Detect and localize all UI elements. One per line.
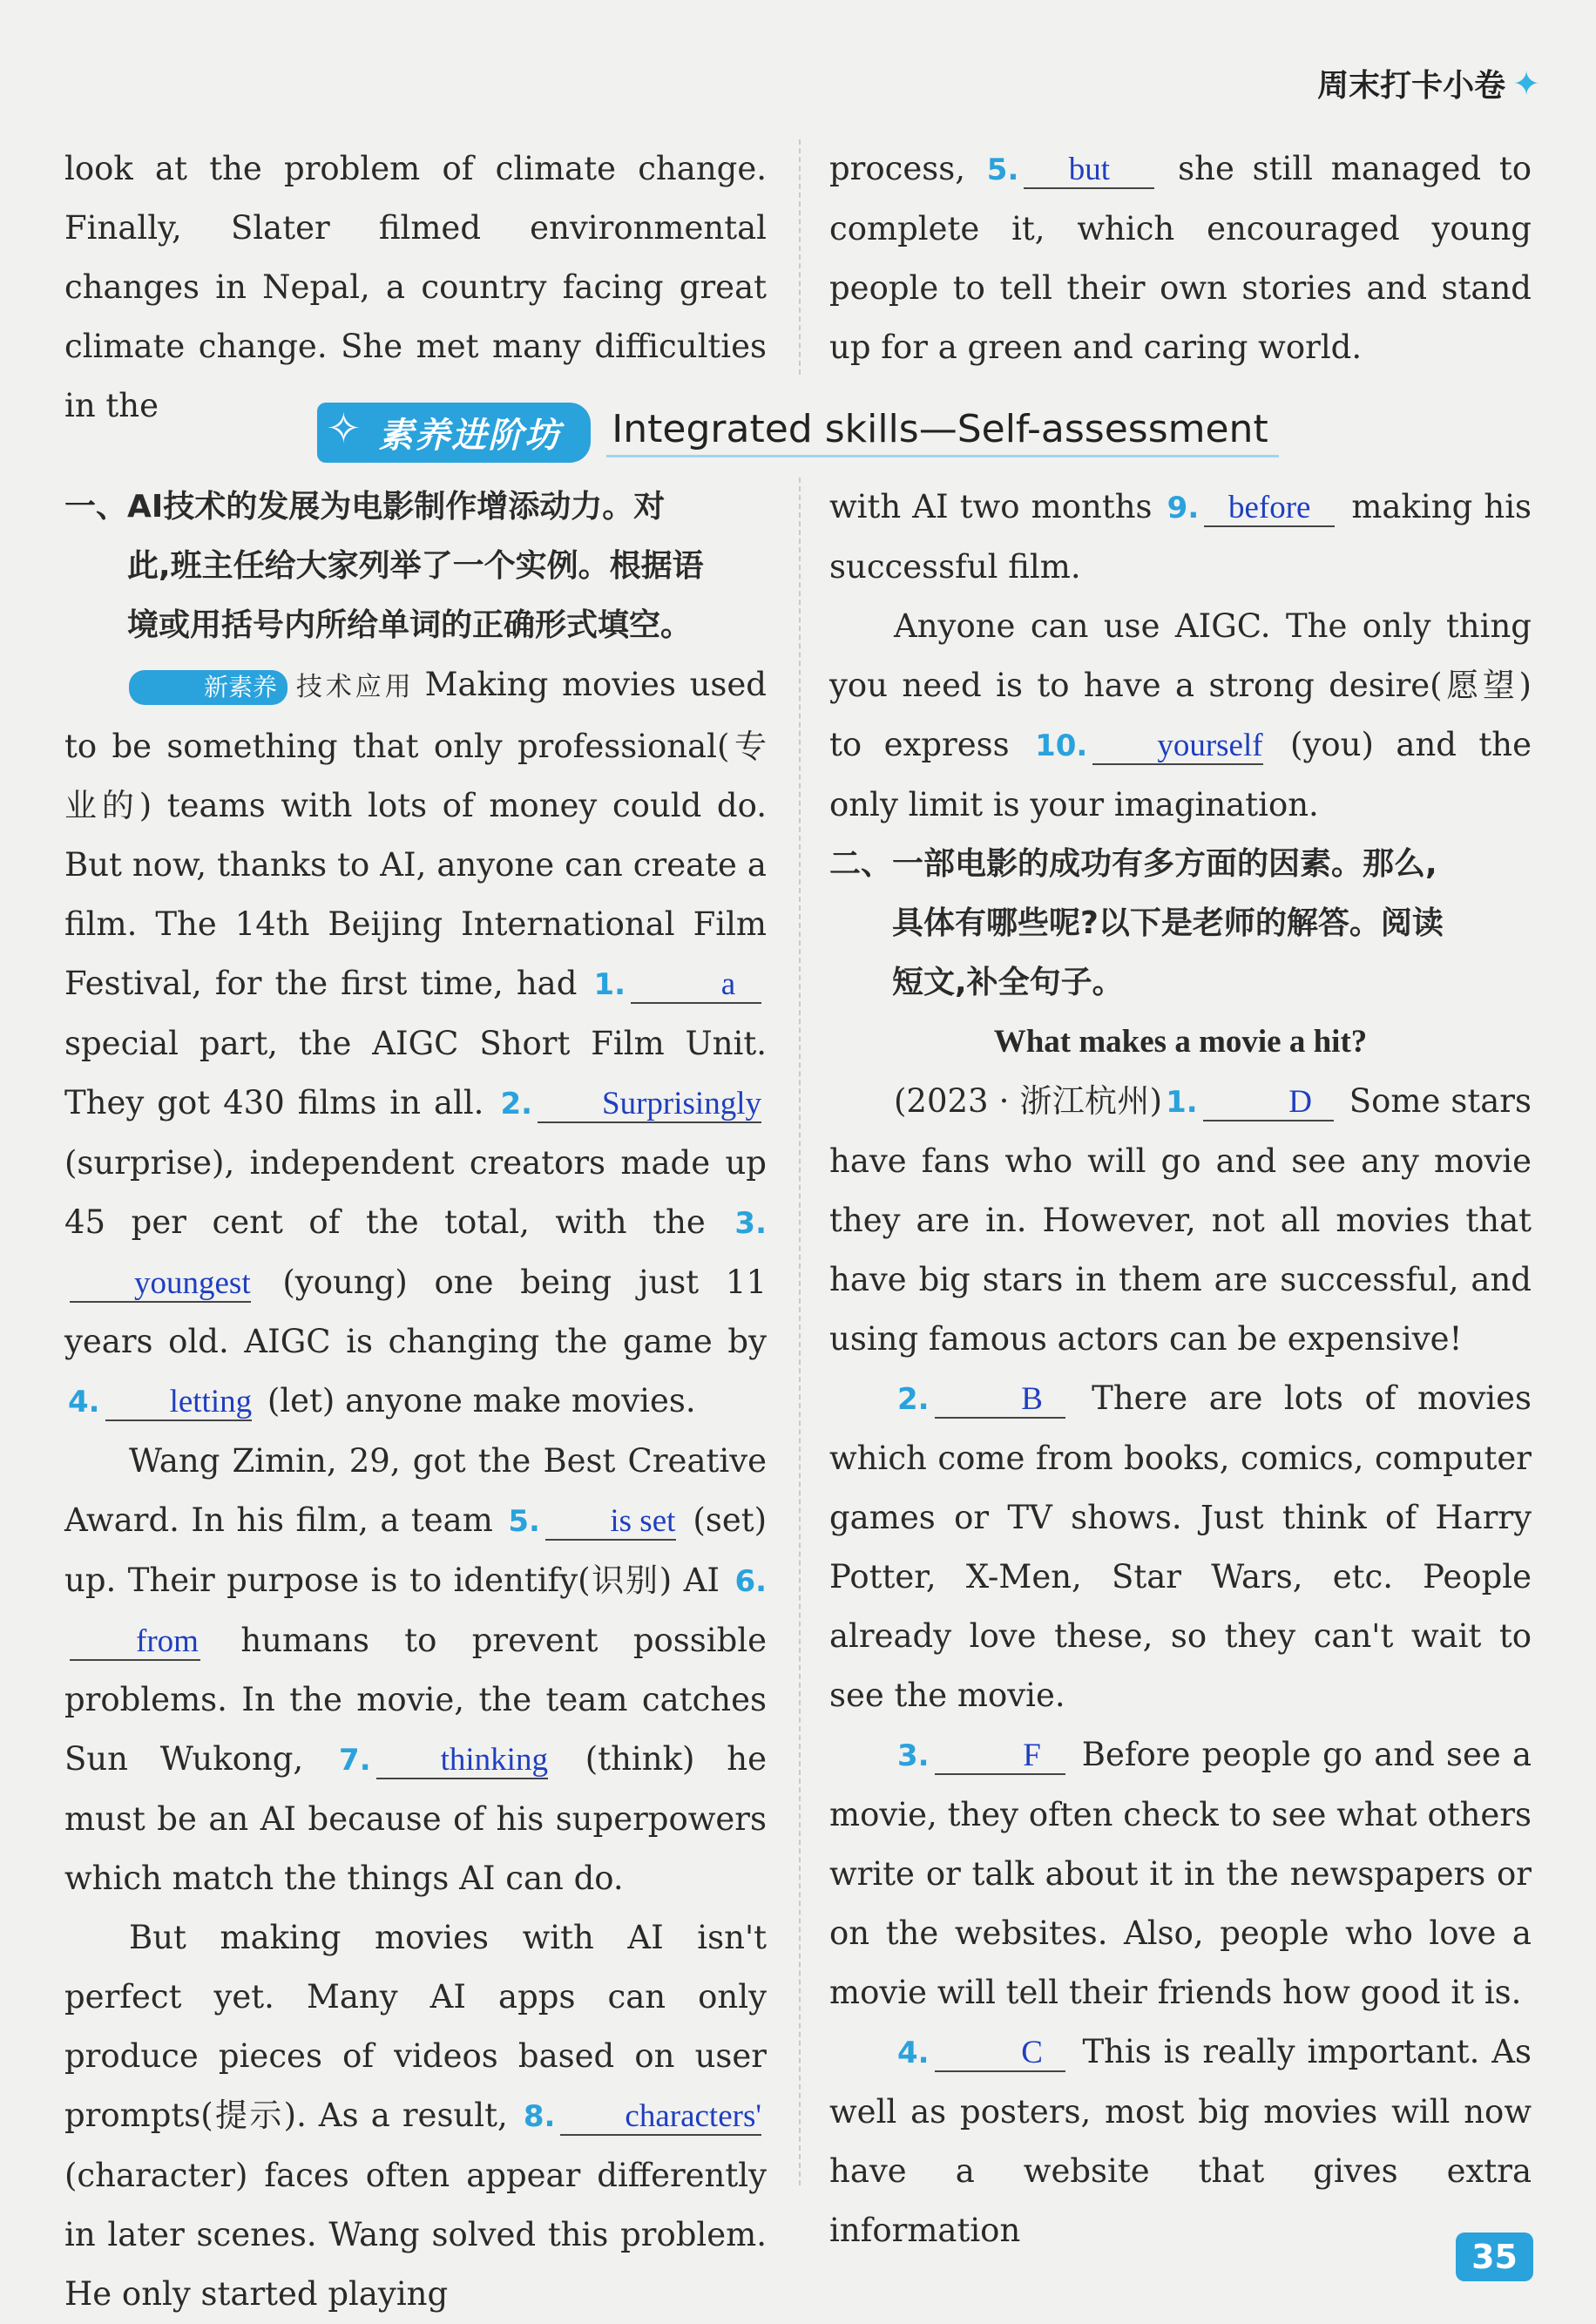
part1-paragraph-3: But making movies with AI isn't perfect yet. Many AI apps can only produce pieces of videos based on user prompts(提示). As a result, 8. characters' (character) faces often appear differently in later scenes. Wang solved this problem. He only started playing [64, 1919, 767, 2313]
section-title: Integrated skills—Self-assessment [606, 407, 1278, 457]
part2-paragraph-3: 3. F Before people go and see a movie, they often check to see what others write or talk about it in the newspapers or on the websites. Also, people who love a movie will tell their friends how good it is. [829, 1736, 1532, 2011]
part2-paragraph-2: 2. B There are lots of movies which come from books, comics, computer games or TV shows. Just think of Harry Potter, X-Men, Star Wars, etc. People already love these, so they can't wait to see the movie. [829, 1379, 1532, 1714]
left-column [64, 478, 767, 2324]
answer-blank-p2-3[interactable]: F [935, 1738, 1065, 1775]
part1-instruction: 一、AI技术的发展为电影制作增添动力。对 此,班主任给大家列举了一个实例。根据语 境或用括号内所给单词的正确形式填空。 [64, 489, 704, 643]
answer-blank-5[interactable]: is set [545, 1504, 676, 1541]
top-right-column [829, 139, 1532, 436]
top-left-column [64, 139, 767, 436]
answer-blank-1[interactable]: a [631, 967, 761, 1004]
answer-blank-8[interactable]: characters' [560, 2099, 761, 2136]
question-number: 5. [986, 152, 1019, 187]
section-header [0, 399, 1596, 465]
answer-blank-9[interactable]: before [1204, 491, 1335, 527]
top-left-text: look at the problem of climate change. Finally, Slater filmed environmental changes in Nepal, a country facing great climate change. She met many difficulties in the [64, 150, 767, 424]
right-column [829, 478, 1532, 2324]
part1-paragraph-1: 新素养 技术应用 Making movies used to be something that only professional(专业的) teams with lots of money could do. But now, thanks to AI, anyone can create a film. The 14th Beijing International Film Festival, for the first time, had 1. a special part, the AIGC Short Film Unit. They got 430 films in all. 2. Surprisingly (surprise), independent creators made up 45 per cent of the total, with the 3.youngest (young) one being just 11 years old. AIGC is changing the game by 4. letting (let) anyone make movies. [64, 666, 767, 1419]
sparkle-icon: ✧ [326, 403, 363, 453]
answer-blank[interactable]: but [1024, 152, 1154, 189]
part2-instruction: 二、一部电影的成功有多方面的因素。那么, 具体有哪些呢?以下是老师的解答。阅读 短文,补全句子。 [829, 846, 1444, 1000]
main-section [64, 478, 1532, 2324]
answer-blank-4[interactable]: letting [105, 1385, 253, 1421]
article-title: What makes a movie a hit? [993, 1024, 1368, 1060]
tag-badge: 新素养 [129, 670, 287, 705]
header-title: 周末打卡小卷 [1317, 68, 1506, 104]
section-badge: ✧ 素养进阶坊 [317, 403, 591, 463]
part2-paragraph-1: (2023 · 浙江杭州) 1. D Some stars have fans who will go and see any movie they are in. However, not all movies that have big stars in them are successful, and using famous actors can be expensive! [829, 1082, 1532, 1358]
page-number: 35 [1456, 2233, 1533, 2281]
top-right-text: process, 5. but she still managed to complete it, which encouraged young people to tell their own stories and stand up for a green and caring world. [829, 150, 1532, 366]
answer-blank-6[interactable]: from [70, 1624, 200, 1661]
answer-blank-p2-2[interactable]: B [935, 1382, 1065, 1419]
answer-blank-p2-4[interactable]: C [935, 2036, 1065, 2072]
sparkle-icon: ✦ [1512, 64, 1540, 103]
part1-paragraph-2: Wang Zimin, 29, got the Best Creative Award. In his film, a team 5. is set (set) up. Their purpose is to identify(识别) AI 6.from humans to prevent possible problems. In the movie, the team catches Sun Wukong, 7. thinking (think) he must be an AI because of his superpowers which match the things AI can do. [64, 1442, 768, 1897]
top-section [64, 139, 1532, 436]
part2-paragraph-4: 4. C This is really important. As well as posters, most big movies will now have a website that gives extra information [829, 2033, 1532, 2249]
answer-blank-10[interactable]: yourself [1092, 728, 1262, 765]
header [1317, 61, 1540, 105]
answer-blank-3[interactable]: youngest [70, 1266, 251, 1303]
answer-blank-2[interactable]: Surprisingly [538, 1087, 761, 1123]
part1-paragraph-3-cont: with AI two months 9. before making his successful film. [829, 488, 1532, 586]
answer-blank-p2-1[interactable]: D [1203, 1085, 1334, 1121]
answer-blank-7[interactable]: thinking [376, 1743, 548, 1779]
part1-paragraph-4: Anyone can use AIGC. The only thing you need is to have a strong desire(愿望) to express 10. yourself (you) and the only limit is your imagination. [829, 607, 1532, 823]
